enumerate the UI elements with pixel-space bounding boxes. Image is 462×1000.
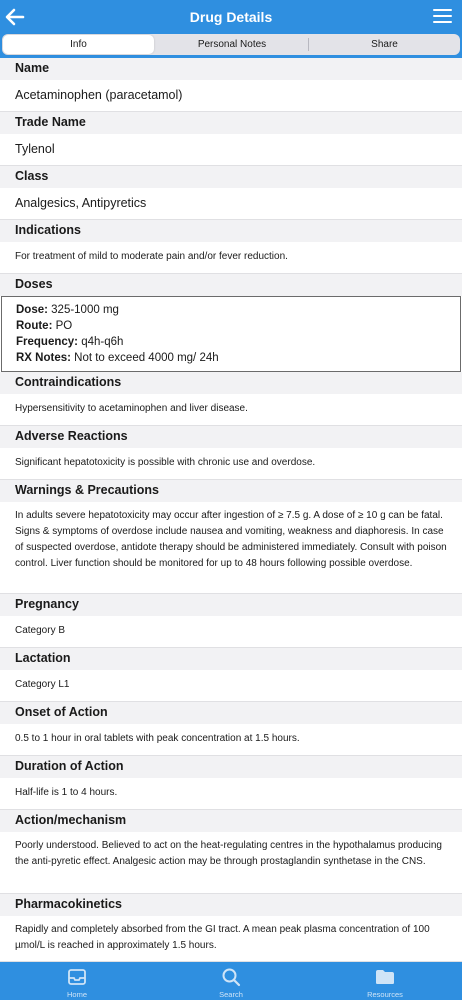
hamburger-menu-icon[interactable] (433, 9, 452, 24)
pharmacokinetics-value: Rapidly and completely absorbed from the GI tract. A mean peak plasma concentration of 100 µmol/L is reached in approximately 1.5 hours. (0, 916, 462, 962)
section-heading-contraindications: Contraindications (0, 372, 462, 394)
section-heading-mechanism: Action/mechanism (0, 810, 462, 832)
section-heading-duration: Duration of Action (0, 756, 462, 778)
tab-share[interactable]: Share (371, 39, 398, 50)
section-heading-indications: Indications (0, 220, 462, 242)
tab-personal-notes[interactable]: Personal Notes (197, 39, 267, 50)
tab-home-label: Home (66, 990, 87, 999)
segmented-control (2, 34, 460, 55)
lactation-value: Category L1 (0, 670, 462, 702)
bottom-tab-bar (0, 962, 462, 1000)
onset-value: 0.5 to 1 hour in oral tablets with peak concentration at 1.5 hours. (0, 724, 462, 756)
folder-icon (375, 967, 395, 987)
warnings-value: In adults severe hepatotoxicity may occur after ingestion of ≥ 7.5 g. A dose of ≥ 10 g can be fatal. Signs & symptoms of overdose include nausea and vomiting, weakness and diaphoresis. In case of suspected overdose, antidote therapy should be administered immediately. Consult with poison control. Liver function should be monitored for up to 48 hours following possible overdose. (0, 502, 462, 594)
section-heading-doses: Doses (0, 274, 462, 296)
indications-value: For treatment of mild to moderate pain and/or fever reduction. (0, 242, 462, 274)
tab-search-label: Search (219, 990, 243, 999)
section-heading-pregnancy: Pregnancy (0, 594, 462, 616)
doses-box (1, 296, 461, 372)
dose-line: Dose: 325-1000 mg (16, 304, 119, 316)
section-heading-pharmacokinetics: Pharmacokinetics (0, 894, 462, 916)
tab-info[interactable]: Info (3, 35, 154, 54)
section-heading-lactation: Lactation (0, 648, 462, 670)
rx-notes-line: RX Notes: Not to exceed 4000 mg/ 24h (16, 352, 219, 364)
class-value: Analgesics, Antipyretics (0, 188, 462, 220)
tab-resources[interactable] (308, 962, 462, 1000)
section-heading-name: Name (0, 58, 462, 80)
drug-name-value: Acetaminophen (paracetamol) (0, 80, 462, 112)
contraindications-value: Hypersensitivity to acetaminophen and liver disease. (0, 394, 462, 426)
magnifier-icon (221, 967, 241, 987)
tab-home[interactable] (0, 962, 154, 1000)
tab-search[interactable] (154, 962, 308, 1000)
mechanism-value: Poorly understood. Believed to act on the heat-regulating centres in the hypothalamus producing the anti-pyretic effect. Analgesic action may be through prostaglandin synthetase in the CNS. (0, 832, 462, 894)
page-title: Drug Details (189, 9, 273, 25)
drug-details-content[interactable] (0, 58, 462, 962)
inbox-tray-icon (67, 967, 87, 987)
route-line: Route: PO (16, 320, 73, 332)
frequency-line: Frequency: q4h-q6h (16, 336, 124, 348)
trade-name-value: Tylenol (0, 134, 462, 166)
section-heading-class: Class (0, 166, 462, 188)
adverse-reactions-value: Significant hepatotoxicity is possible with chronic use and overdose. (0, 448, 462, 480)
duration-value: Half-life is 1 to 4 hours. (0, 778, 462, 810)
top-nav-bar (0, 0, 462, 60)
tab-resources-label: Resources (367, 990, 403, 999)
section-heading-trade-name: Trade Name (0, 112, 462, 134)
section-heading-warnings: Warnings & Precautions (0, 480, 462, 502)
pregnancy-value: Category B (0, 616, 462, 648)
section-heading-adverse-reactions: Adverse Reactions (0, 426, 462, 448)
section-heading-onset: Onset of Action (0, 702, 462, 724)
